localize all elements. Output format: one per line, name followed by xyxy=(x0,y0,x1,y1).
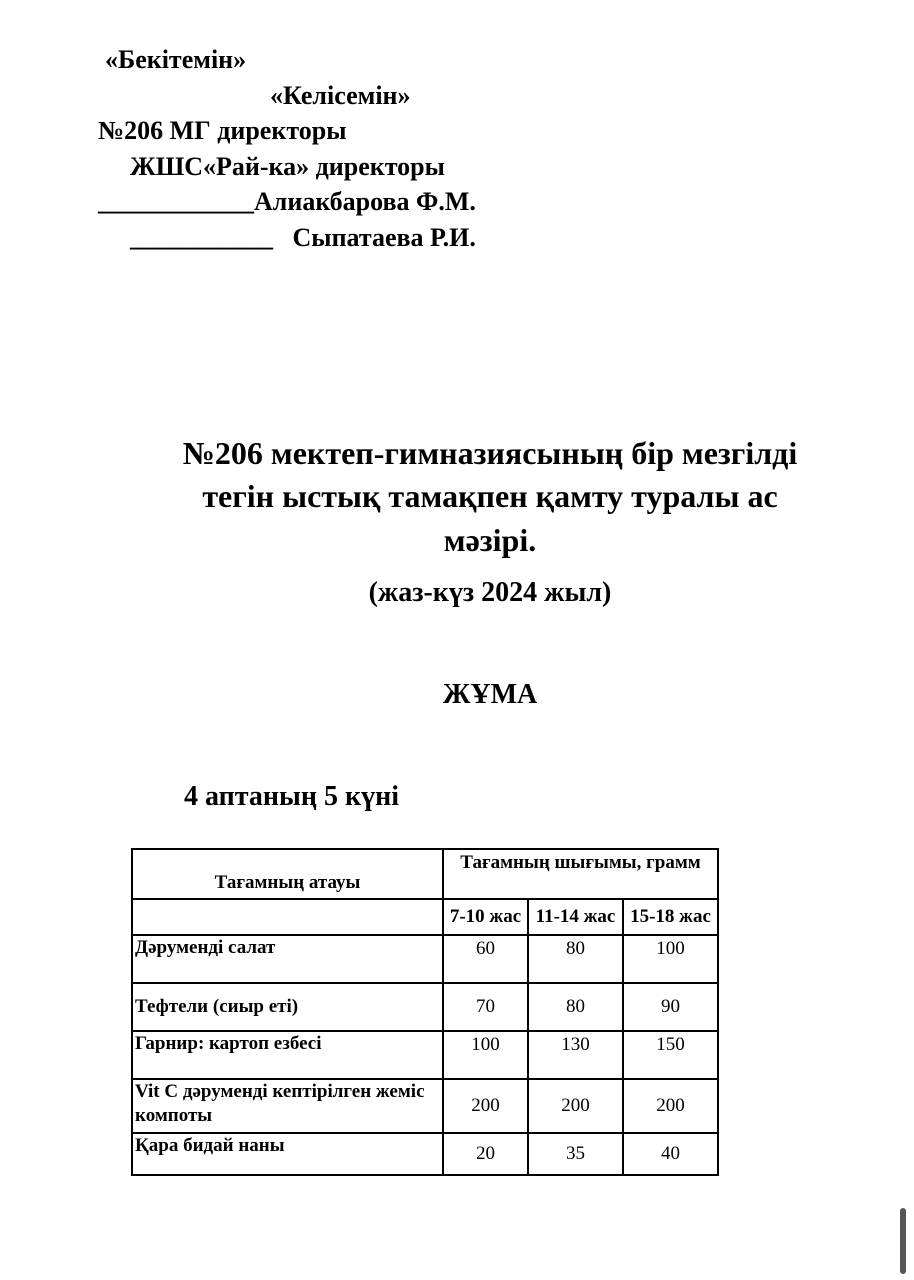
day-label: ЖҰМА xyxy=(442,679,538,710)
dish-value: 90 xyxy=(623,983,718,1031)
dish-value: 200 xyxy=(623,1079,718,1133)
dish-value: 80 xyxy=(528,983,623,1031)
dish-value: 100 xyxy=(443,1031,528,1079)
agree-label: «Келісемін» xyxy=(270,81,411,110)
dish-value: 40 xyxy=(623,1133,718,1175)
dish-value: 100 xyxy=(623,935,718,983)
dish-name: Дәруменді салат xyxy=(132,935,443,983)
table-age-row xyxy=(132,899,718,935)
dish-value: 130 xyxy=(528,1031,623,1079)
dish-value: 20 xyxy=(443,1133,528,1175)
header-output: Тағамның шығымы, грамм xyxy=(443,849,718,899)
table-row xyxy=(132,935,718,983)
scrollbar[interactable] xyxy=(900,1208,906,1274)
dish-value: 60 xyxy=(443,935,528,983)
title-line-2: тегін ыстық тамақпен қамту туралы ас xyxy=(202,478,778,514)
dish-value: 35 xyxy=(528,1133,623,1175)
signature-line-2: ___________ Сыпатаева Р.И. xyxy=(130,223,476,252)
dish-name: Vit C дәруменді кептірілген жеміс компоты xyxy=(132,1079,443,1133)
week-label: 4 аптаның 5 күні xyxy=(184,781,400,812)
header-age-2: 11-14 жас xyxy=(528,899,623,935)
approve-label: «Бекітемін» xyxy=(105,45,247,74)
header-age-3: 15-18 жас xyxy=(623,899,718,935)
table-row xyxy=(132,983,718,1031)
period-label: (жаз-күз 2024 жыл) xyxy=(368,577,612,608)
dish-value: 200 xyxy=(528,1079,623,1133)
menu-table xyxy=(131,848,719,1176)
table-row xyxy=(132,1031,718,1079)
dish-name: Қара бидай наны xyxy=(132,1133,443,1175)
title-line-1: №206 мектеп-гимназиясының бір мезгілді xyxy=(182,435,798,471)
dish-name: Гарнир: картоп езбесі xyxy=(132,1031,443,1079)
director-line-1: №206 МГ директоры xyxy=(98,116,347,145)
header-age-1: 7-10 жас xyxy=(443,899,528,935)
dish-value: 70 xyxy=(443,983,528,1031)
dish-value: 80 xyxy=(528,935,623,983)
header-empty-cell xyxy=(132,899,443,935)
dish-value: 200 xyxy=(443,1079,528,1133)
dish-name: Тефтели (сиыр еті) xyxy=(132,983,443,1031)
dish-value: 150 xyxy=(623,1031,718,1079)
table-row xyxy=(132,1133,718,1175)
table-row xyxy=(132,1079,718,1133)
title-line-3: мәзірі. xyxy=(443,522,537,558)
signature-line-1: ____________Алиакбарова Ф.М. xyxy=(98,187,476,216)
table-header-row xyxy=(132,849,718,899)
header-dish-name: Тағамның атауы xyxy=(132,849,443,899)
director-line-2: ЖШС«Рай-ка» директоры xyxy=(130,152,445,181)
